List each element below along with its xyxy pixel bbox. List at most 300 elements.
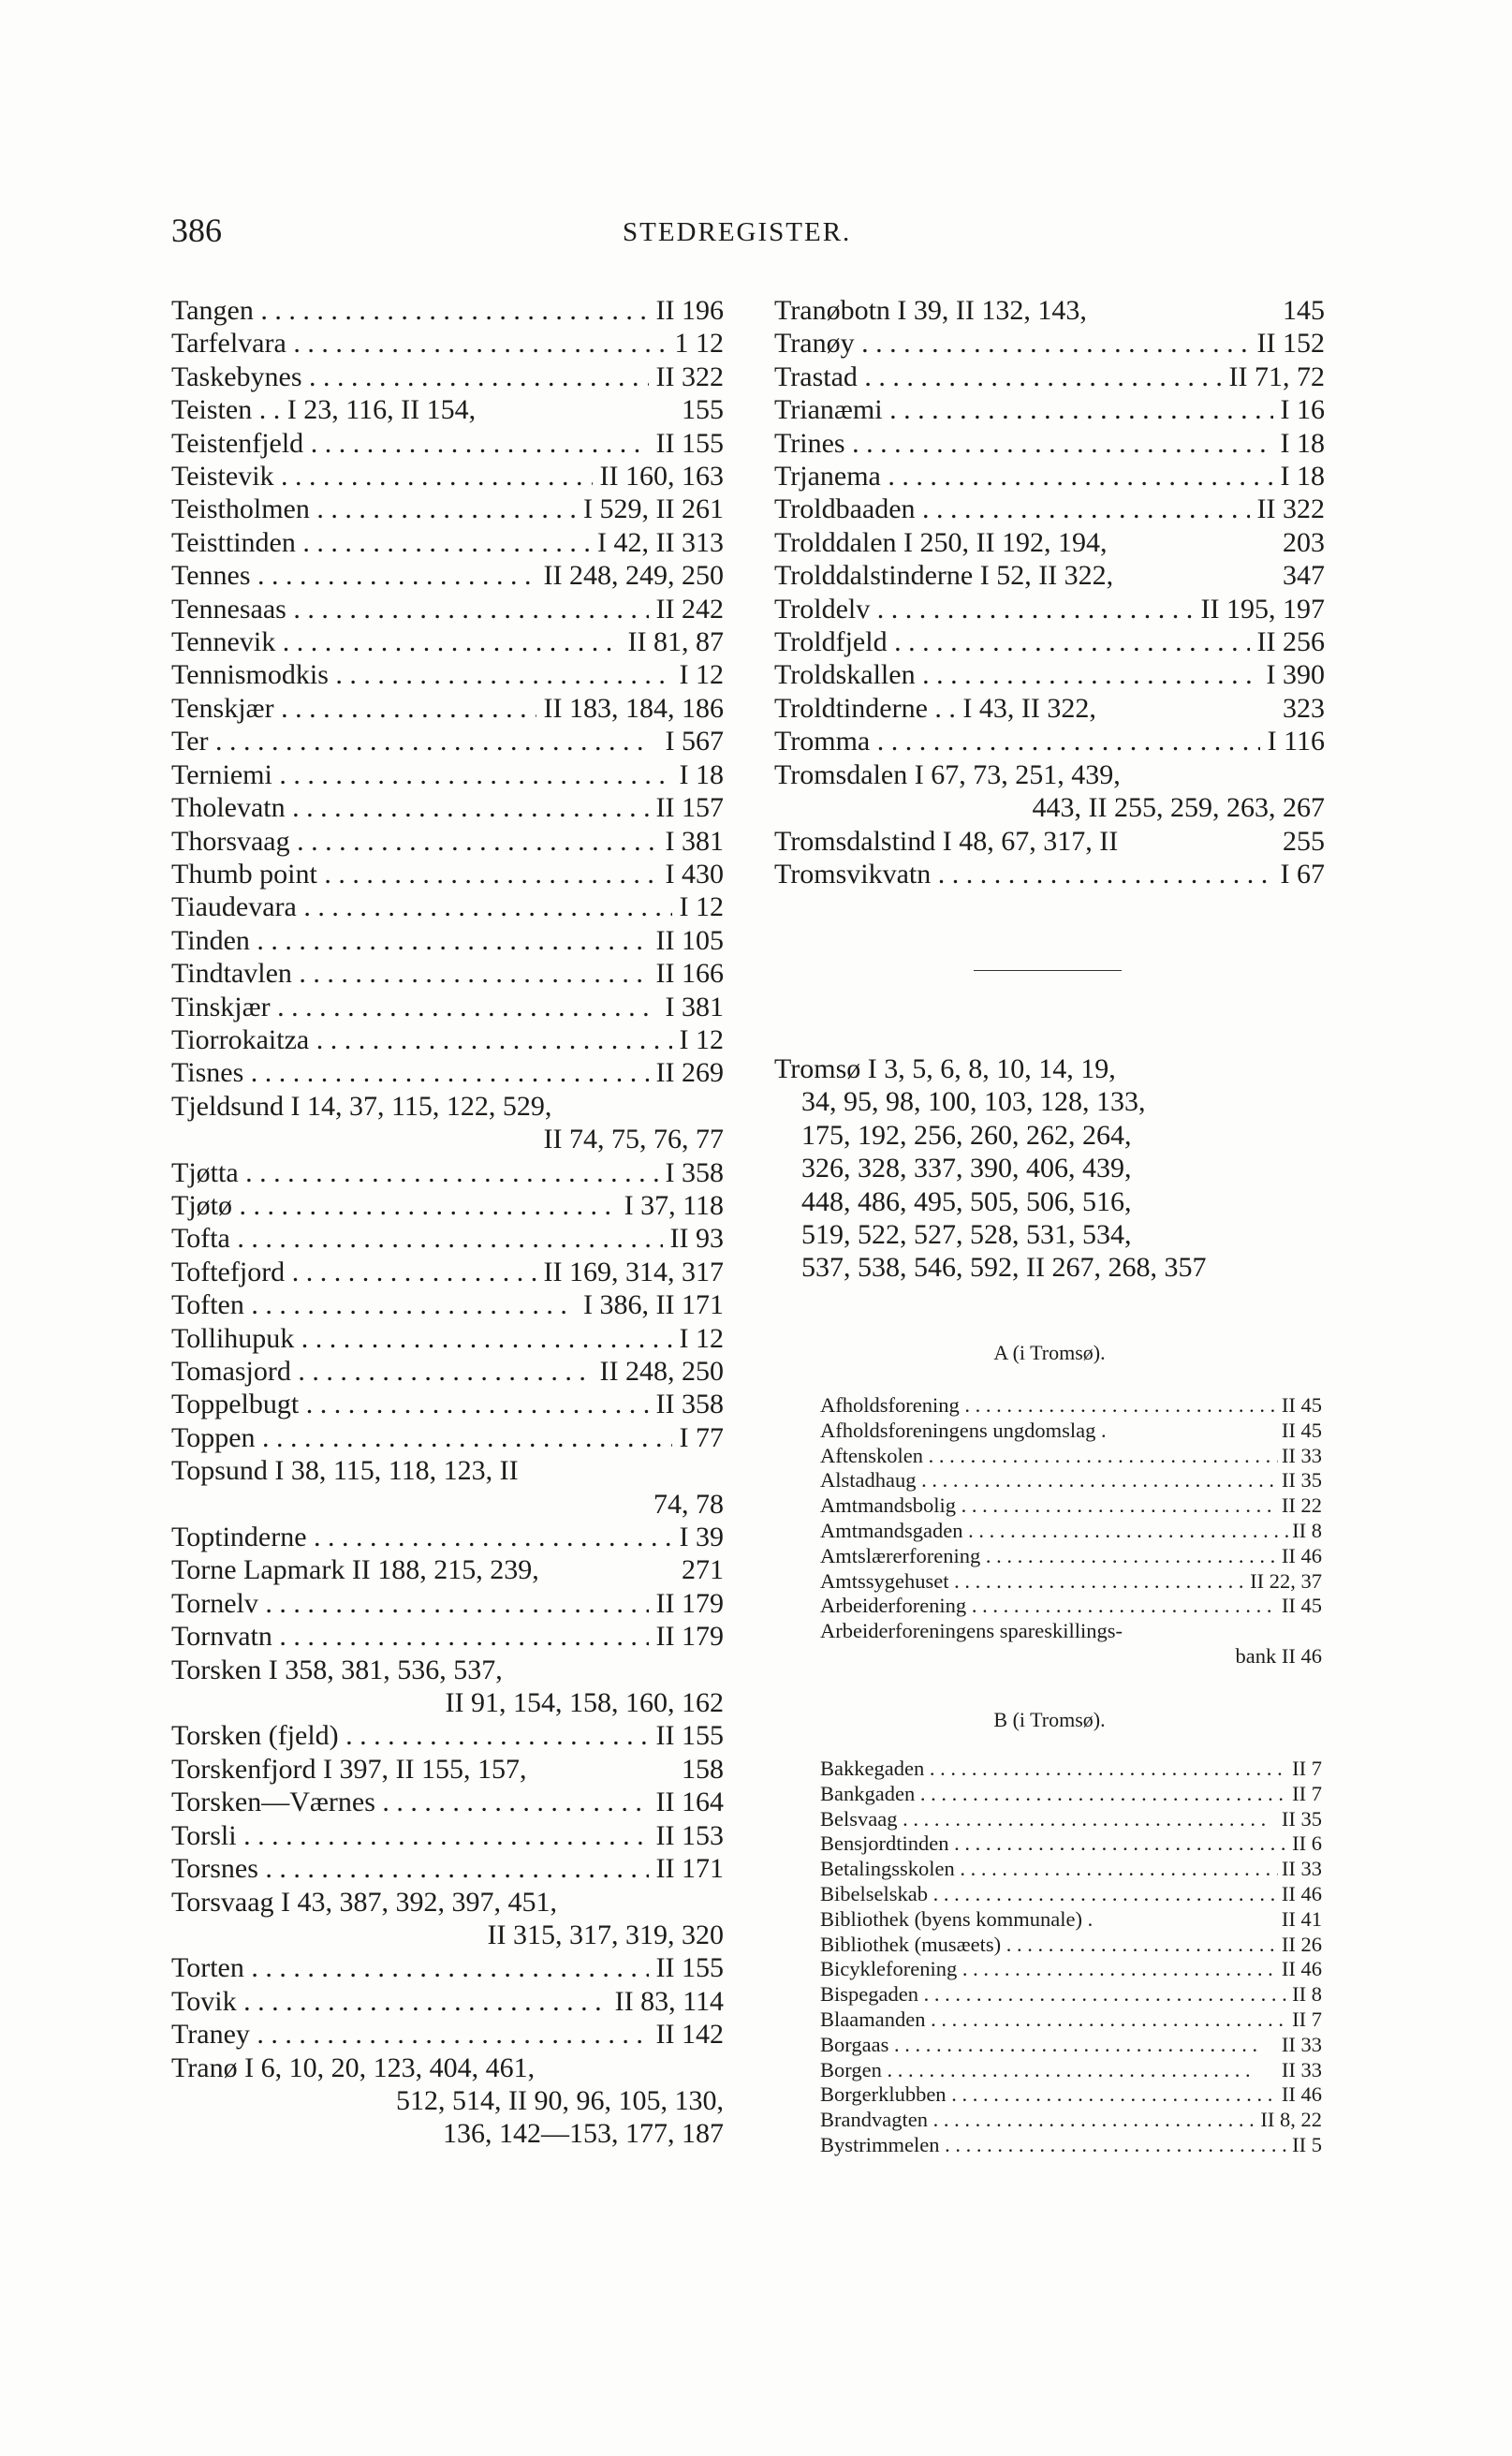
index-entry [171, 393, 724, 426]
entry-continuation: 512, 514, II 90, 96, 105, 130, [396, 2084, 724, 2116]
entry-reference: I 358 [665, 1156, 724, 1188]
index-entry [774, 559, 1325, 592]
index-entry [820, 2007, 1322, 2033]
index-entry [774, 294, 1325, 327]
entry-name: Tromsdalen I 67, 73, 251, 439, [774, 758, 1121, 790]
entry-reference: I 18 [679, 758, 724, 790]
entry-reference: I 16 [1280, 394, 1325, 426]
entry-reference: II 93 [669, 1223, 724, 1255]
index-entry [820, 1519, 1322, 1544]
index-entry [820, 1907, 1322, 1933]
entry-name: Amtmandsgaden . . . [820, 1519, 1288, 1544]
entry-name: Amtssygehuset . . . [820, 1569, 1246, 1595]
entry-reference: II 46 [1281, 2082, 1322, 2107]
index-entry [171, 1189, 724, 1222]
entry-reference: I 381 [665, 825, 724, 857]
entry-reference: 155 [682, 394, 724, 426]
entry-name: Topsund I 38, 115, 118, 123, II [171, 1455, 519, 1487]
entry-name: Blaamanden . . . [820, 2007, 1288, 2033]
entry-name: Torskenfjord I 397, II 155, 157, [171, 1753, 527, 1785]
entry-name: Torsken I 358, 381, 536, 537, [171, 1654, 503, 1685]
entry-reference: II 6 [1292, 1831, 1322, 1856]
entry-reference: I 381 [665, 991, 724, 1022]
entry-name: Troldfjeld . . . [774, 625, 1250, 658]
index-entry [171, 825, 724, 858]
entry-reference: II 152 [1256, 328, 1325, 360]
entry-name: Tiaudevara . . . [171, 890, 672, 923]
entry-name: Amtmandsbolig . . . [820, 1493, 1278, 1519]
index-entry [171, 1288, 724, 1321]
entry-name: Trianæmi . . . [774, 393, 1273, 426]
entry-reference: II 8 [1292, 1982, 1322, 2007]
entry-reference: II 155 [655, 1952, 724, 1984]
entry-reference: II 22 [1281, 1493, 1322, 1518]
index-entry [774, 427, 1325, 460]
index-entry [774, 825, 1325, 858]
entry-reference: I 529, II 261 [583, 493, 724, 525]
entry-name: Tranøbotn I 39, II 132, 143, [774, 295, 1087, 326]
entry-reference: II 171 [655, 1853, 724, 1885]
index-entry [820, 2058, 1322, 2083]
index-entry [171, 1023, 724, 1056]
section-a-heading: A (i Tromsø). [993, 1341, 1106, 1364]
entry-name: Trastad . . . [774, 360, 1222, 393]
entry-reference: II 8 [1292, 1518, 1322, 1542]
entry-continuation: II 315, 317, 319, 320 [487, 1919, 724, 1950]
index-entry [820, 1957, 1322, 1982]
entry-reference: I 390 [1266, 659, 1325, 691]
entry-reference: II 35 [1281, 1806, 1322, 1831]
entry-reference [716, 1090, 724, 1123]
entry-name: Thorsvaag . . . [171, 825, 658, 858]
index-entry [171, 559, 724, 592]
index-entry [171, 1852, 724, 1885]
entry-name: Borgerklubben . . . [820, 2082, 1278, 2108]
entry-name: Toften . . . [171, 1288, 576, 1321]
index-entry [171, 593, 724, 625]
tromso-entry [774, 1052, 1325, 1285]
entry-name: Tinskjær . . . [171, 991, 658, 1023]
entry-name: Tranøy . . . [774, 327, 1250, 360]
entry-name: Tholevatn . . . [171, 791, 649, 824]
entry-name: Torsli . . . [171, 1819, 649, 1852]
index-entry [171, 1355, 724, 1388]
index-entry [820, 1619, 1322, 1644]
entry-continuation: 74, 78 [653, 1488, 724, 1520]
entry-reference: II 33 [1281, 2032, 1322, 2056]
entry-name: Bicykleforening . . . [820, 1957, 1278, 1982]
entry-continuation: 443, II 255, 259, 263, 267 [1032, 792, 1325, 824]
index-entry [171, 1056, 724, 1089]
entry-name: Tollihupuk . . . [171, 1322, 672, 1355]
entry-name: Tenskjær . . . [171, 692, 536, 725]
entry-reference: I 116 [1267, 726, 1325, 757]
index-entry [171, 1886, 724, 1919]
entry-name: Tiorrokaitza . . . [171, 1023, 672, 1056]
entry-reference: I 39 [679, 1522, 724, 1553]
entry-reference: II 242 [655, 593, 724, 625]
index-entry [820, 1444, 1322, 1469]
entry-reference: 347 [1283, 560, 1325, 592]
entry-name: Tornelv . . . [171, 1587, 649, 1620]
entry-reference: II 45 [1281, 1594, 1322, 1618]
left-column-index [171, 294, 724, 2151]
entry-reference [716, 1886, 724, 1919]
index-entry [171, 957, 724, 990]
index-entry [171, 1587, 724, 1620]
index-entry [171, 625, 724, 658]
index-entry [171, 1786, 724, 1818]
index-entry [820, 1982, 1322, 2007]
entry-reference: II 22, 37 [1250, 1568, 1322, 1593]
entry-reference: II 157 [655, 792, 724, 824]
section-divider-rule [974, 970, 1122, 971]
index-entry [820, 1857, 1322, 1882]
entry-name: Tornvatn . . . [171, 1620, 649, 1653]
entry-reference: I 12 [679, 659, 724, 691]
entry-reference: I 386, II 171 [583, 1289, 724, 1321]
entry-name: Toppen . . . [171, 1421, 672, 1454]
entry-name: Amtslærerforening . . . [820, 1544, 1278, 1569]
entry-name: Tranø I 6, 10, 20, 123, 404, 461, [171, 2052, 536, 2083]
entry-name: Tinden . . . [171, 924, 649, 957]
entry-reference: I 567 [665, 726, 724, 757]
index-entry [171, 1719, 724, 1752]
index-entry [171, 427, 724, 460]
entry-name: Tomasjord . . . [171, 1355, 593, 1388]
index-entry [171, 1521, 724, 1553]
index-entry [171, 858, 724, 890]
index-entry [171, 1222, 724, 1255]
entry-name: Tofta . . . [171, 1222, 663, 1255]
entry-name: Trines . . . [774, 427, 1273, 460]
index-entry [820, 1419, 1322, 1444]
entry-reference: II 179 [655, 1587, 724, 1619]
page-number: 386 [171, 212, 222, 249]
entry-name: Troldelv . . . [774, 593, 1194, 625]
index-entry [171, 2018, 724, 2051]
entry-name: Tindtavlen . . . [171, 957, 649, 990]
entry-name: Belsvaag . . . [820, 1807, 1278, 1832]
entry-name: Torsnes . . . [171, 1852, 649, 1885]
entry-name: Toppelbugt . . . [171, 1388, 649, 1420]
section-b-list [820, 1757, 1322, 2158]
entry-continuation: II 74, 75, 76, 77 [543, 1124, 724, 1155]
entry-reference: II 7 [1292, 1757, 1322, 1780]
entry-name: Arbeiderforeningens spareskillings- [820, 1619, 1123, 1643]
index-entry [774, 393, 1325, 426]
index-entry [171, 460, 724, 493]
entry-reference: II 45 [1281, 1393, 1322, 1417]
index-entry [774, 658, 1325, 691]
entry-continuation: 136, 142—153, 177, 187 [443, 2118, 724, 2150]
entry-name: Toptinderne . . . [171, 1521, 672, 1553]
index-entry [171, 1256, 724, 1288]
index-entry [171, 1620, 724, 1653]
index-entry [171, 1553, 724, 1586]
entry-reference: II 26 [1281, 1932, 1322, 1956]
index-entry [171, 890, 724, 923]
index-entry [171, 1454, 724, 1487]
entry-reference: II 35 [1281, 1468, 1322, 1493]
entry-reference: I 18 [1280, 427, 1325, 459]
entry-continuation: II 91, 154, 158, 160, 162 [445, 1687, 724, 1719]
entry-name: Brandvagten . . . [820, 2108, 1256, 2133]
entry-reference: II 166 [655, 958, 724, 990]
entry-reference: II 45 [1281, 1418, 1322, 1442]
entry-name: Bankgaden . . . [820, 1782, 1288, 1807]
entry-reference: II 5 [1292, 2132, 1322, 2156]
entry-reference: 271 [682, 1554, 724, 1586]
entry-reference: II 83, 114 [614, 1985, 724, 2017]
index-entry [820, 2108, 1322, 2133]
index-entry [820, 2082, 1322, 2108]
tromso-continuation-line: 326, 328, 337, 390, 406, 439, [801, 1153, 1132, 1184]
entry-reference: II 71, 72 [1228, 360, 1325, 392]
entry-name: Afholdsforeningens ungdomslag . [820, 1418, 1107, 1442]
index-entry [820, 1393, 1322, 1419]
index-entry [820, 1594, 1322, 1619]
index-entry [171, 360, 724, 393]
entry-reference: I 12 [679, 1023, 724, 1055]
entry-name: Trolddalen I 250, II 192, 194, [774, 526, 1108, 558]
entry-name: Torne Lapmark II 188, 215, 239, [171, 1554, 539, 1586]
entry-reference: I 37, 118 [624, 1189, 724, 1221]
entry-name: Tennes . . . [171, 559, 536, 592]
tromso-continuation-line: 34, 95, 98, 100, 103, 128, 133, [801, 1086, 1146, 1118]
entry-reference: II 155 [655, 1720, 724, 1752]
tromso-first-line: Tromsø I 3, 5, 6, 8, 10, 14, 19, [774, 1053, 1116, 1084]
entry-name: Torsken—Værnes . . . [171, 1786, 649, 1818]
entry-reference: II 33 [1281, 1443, 1322, 1467]
entry-name: Tennevik . . . [171, 625, 621, 658]
index-entry [774, 327, 1325, 360]
entry-name: Teisten . . I 23, 116, II 154, [171, 394, 477, 426]
entry-name: Tjøtta . . . [171, 1156, 658, 1189]
index-entry [820, 2133, 1322, 2158]
entry-name: Tjeldsund I 14, 37, 115, 122, 529, [171, 1090, 552, 1122]
entry-name: Bakkegaden . . . [820, 1757, 1288, 1782]
entry-reference: I 18 [1280, 461, 1325, 493]
entry-name: Torsken (fjeld) . . . [171, 1719, 649, 1752]
entry-reference: I 12 [679, 891, 724, 923]
entry-name: Bibliothek (musæets) . . . [820, 1933, 1278, 1958]
entry-reference: I 77 [679, 1421, 724, 1453]
entry-reference: II 164 [655, 1787, 724, 1818]
entry-reference: II 46 [1281, 1957, 1322, 1981]
index-entry [171, 692, 724, 725]
index-entry [820, 1933, 1322, 1958]
running-head: STEDREGISTER. [623, 217, 852, 247]
entry-name: Tisnes . . . [171, 1056, 649, 1089]
entry-continuation: bank II 46 [1235, 1643, 1322, 1668]
index-entry [820, 1831, 1322, 1857]
index-entry [171, 1156, 724, 1189]
tromso-continuation-line: 175, 192, 256, 260, 262, 264, [801, 1119, 1132, 1151]
entry-reference: II 7 [1292, 1781, 1322, 1805]
entry-name: Troldskallen . . . [774, 658, 1259, 691]
index-entry [820, 1493, 1322, 1519]
entry-name: Afholdsforening . . . [820, 1393, 1278, 1419]
section-a-list [820, 1393, 1322, 1669]
entry-reference: II 256 [1256, 626, 1325, 658]
entry-reference: II 41 [1281, 1906, 1322, 1931]
entry-name: Bibliothek (byens kommunale) . [820, 1906, 1094, 1931]
entry-reference: II 7 [1292, 2007, 1322, 2031]
index-entry [774, 460, 1325, 493]
index-entry [171, 294, 724, 327]
index-entry [774, 360, 1325, 393]
entry-reference [1318, 1619, 1322, 1644]
tromso-continuation-line: 519, 522, 527, 528, 531, 534, [801, 1219, 1132, 1251]
entry-name: Arbeiderforening . . . [820, 1594, 1278, 1619]
index-entry [820, 1468, 1322, 1493]
entry-name: Troldtinderne . . I 43, II 322, [774, 692, 1096, 724]
entry-reference: 1 12 [674, 328, 724, 360]
entry-name: Teisttinden . . . [171, 526, 590, 559]
index-entry [171, 1322, 724, 1355]
index-entry [171, 1421, 724, 1454]
entry-reference: II 248, 250 [599, 1356, 724, 1387]
entry-name: Borgen . . . [820, 2058, 1278, 2083]
entry-name: Tovik . . . [171, 1985, 608, 2018]
index-entry [820, 1807, 1322, 1832]
entry-reference: II 269 [655, 1057, 724, 1089]
index-entry [820, 1882, 1322, 1907]
entry-reference: II 153 [655, 1819, 724, 1851]
entry-name: Teistevik . . . [171, 460, 593, 493]
entry-name: Trolddalstinderne I 52, II 322, [774, 560, 1114, 592]
entry-reference: 203 [1283, 526, 1325, 558]
index-entry [171, 327, 724, 360]
entry-name: Alstadhaug . . . [820, 1468, 1278, 1493]
entry-name: Trjanema . . . [774, 460, 1273, 493]
entry-reference: II 155 [655, 427, 724, 459]
entry-name: Bensjordtinden . . . [820, 1831, 1288, 1857]
entry-name: Toftefjord . . . [171, 1256, 536, 1288]
index-entry [171, 1654, 724, 1686]
index-entry [171, 1388, 724, 1420]
entry-reference: 255 [1283, 825, 1325, 857]
entry-reference: II 33 [1281, 1857, 1322, 1881]
entry-name: Tromsvikvatn . . . [774, 858, 1273, 890]
index-entry [171, 1090, 724, 1123]
index-entry [171, 1753, 724, 1786]
entry-reference: II 322 [655, 360, 724, 392]
entry-name: Ter . . . [171, 725, 658, 757]
entry-name: Torsvaag I 43, 387, 392, 397, 451, [171, 1886, 558, 1918]
entry-reference: I 67 [1280, 858, 1325, 890]
entry-name: Tromma . . . [774, 725, 1260, 757]
entry-name: Bispegaden . . . [820, 1982, 1288, 2007]
entry-reference: II 33 [1281, 2057, 1322, 2081]
entry-reference: II 8, 22 [1260, 2108, 1322, 2132]
entry-reference [716, 1654, 724, 1686]
entry-name: Torten . . . [171, 1951, 649, 1984]
tromso-continuation-line: 537, 538, 546, 592, II 267, 268, 357 [801, 1252, 1207, 1284]
entry-reference: II 196 [655, 295, 724, 326]
entry-reference [1317, 758, 1325, 791]
right-column-index [774, 294, 1325, 890]
index-entry [774, 493, 1325, 525]
entry-reference [716, 1454, 724, 1487]
entry-name: Bystrimmelen . . . [820, 2133, 1288, 2158]
index-entry [774, 692, 1325, 725]
entry-reference: II 81, 87 [627, 626, 724, 658]
entry-name: Borgaas . . . [820, 2033, 1278, 2058]
index-entry [774, 758, 1325, 791]
entry-reference: I 12 [679, 1322, 724, 1354]
index-entry [171, 2052, 724, 2084]
index-entry [820, 1757, 1322, 1782]
entry-reference: I 430 [665, 858, 724, 890]
entry-reference: 145 [1283, 295, 1325, 326]
entry-reference [716, 2052, 724, 2084]
entry-reference: II 195, 197 [1200, 593, 1325, 625]
entry-name: Tarfelvara . . . [171, 327, 668, 360]
index-entry [774, 625, 1325, 658]
entry-reference: 158 [682, 1753, 724, 1785]
index-entry [820, 1544, 1322, 1569]
index-entry [171, 791, 724, 824]
index-entry [171, 1985, 724, 2018]
index-entry [820, 1782, 1322, 1807]
entry-name: Traney . . . [171, 2018, 649, 2051]
index-entry [171, 991, 724, 1023]
entry-name: Bibelselskab . . . [820, 1882, 1278, 1907]
index-entry [171, 725, 724, 757]
entry-name: Aftenskolen . . . [820, 1444, 1278, 1469]
entry-reference: II 248, 249, 250 [543, 560, 724, 592]
entry-name: Tangen . . . [171, 294, 649, 327]
entry-name: Tennismodkis . . . [171, 658, 672, 691]
index-entry [171, 758, 724, 791]
entry-name: Taskebynes . . . [171, 360, 649, 393]
entry-reference: II 179 [655, 1621, 724, 1653]
entry-reference: I 42, II 313 [597, 526, 724, 558]
index-entry [171, 658, 724, 691]
entry-reference: II 46 [1281, 1881, 1322, 1905]
index-entry [820, 1569, 1322, 1595]
entry-name: Teistenfjeld . . . [171, 427, 649, 460]
index-entry [171, 924, 724, 957]
entry-reference: II 142 [655, 2019, 724, 2051]
entry-reference: II 322 [1256, 493, 1325, 525]
index-entry [171, 526, 724, 559]
entry-reference: II 358 [655, 1389, 724, 1420]
entry-reference: 323 [1283, 692, 1325, 724]
entry-name: Betalingsskolen . . . [820, 1857, 1278, 1882]
index-entry [171, 1819, 724, 1852]
entry-name: Tromsdalstind I 48, 67, 317, II [774, 825, 1119, 857]
index-entry [774, 593, 1325, 625]
entry-name: Tennesaas . . . [171, 593, 649, 625]
entry-name: Teistholmen . . . [171, 493, 576, 525]
tromso-continuation-line: 448, 486, 495, 505, 506, 516, [801, 1185, 1132, 1217]
index-entry [820, 2033, 1322, 2058]
index-entry [171, 1951, 724, 1984]
index-entry [774, 526, 1325, 559]
index-entry [171, 493, 724, 525]
entry-reference: II 183, 184, 186 [543, 692, 724, 724]
index-entry [774, 725, 1325, 757]
entry-name: Tjøtø . . . [171, 1189, 617, 1222]
entry-name: Terniemi . . . [171, 758, 672, 791]
entry-name: Troldbaaden . . . [774, 493, 1250, 525]
entry-reference: II 160, 163 [599, 461, 724, 493]
entry-reference: II 169, 314, 317 [543, 1256, 724, 1287]
section-b-heading: B (i Tromsø). [993, 1708, 1106, 1731]
